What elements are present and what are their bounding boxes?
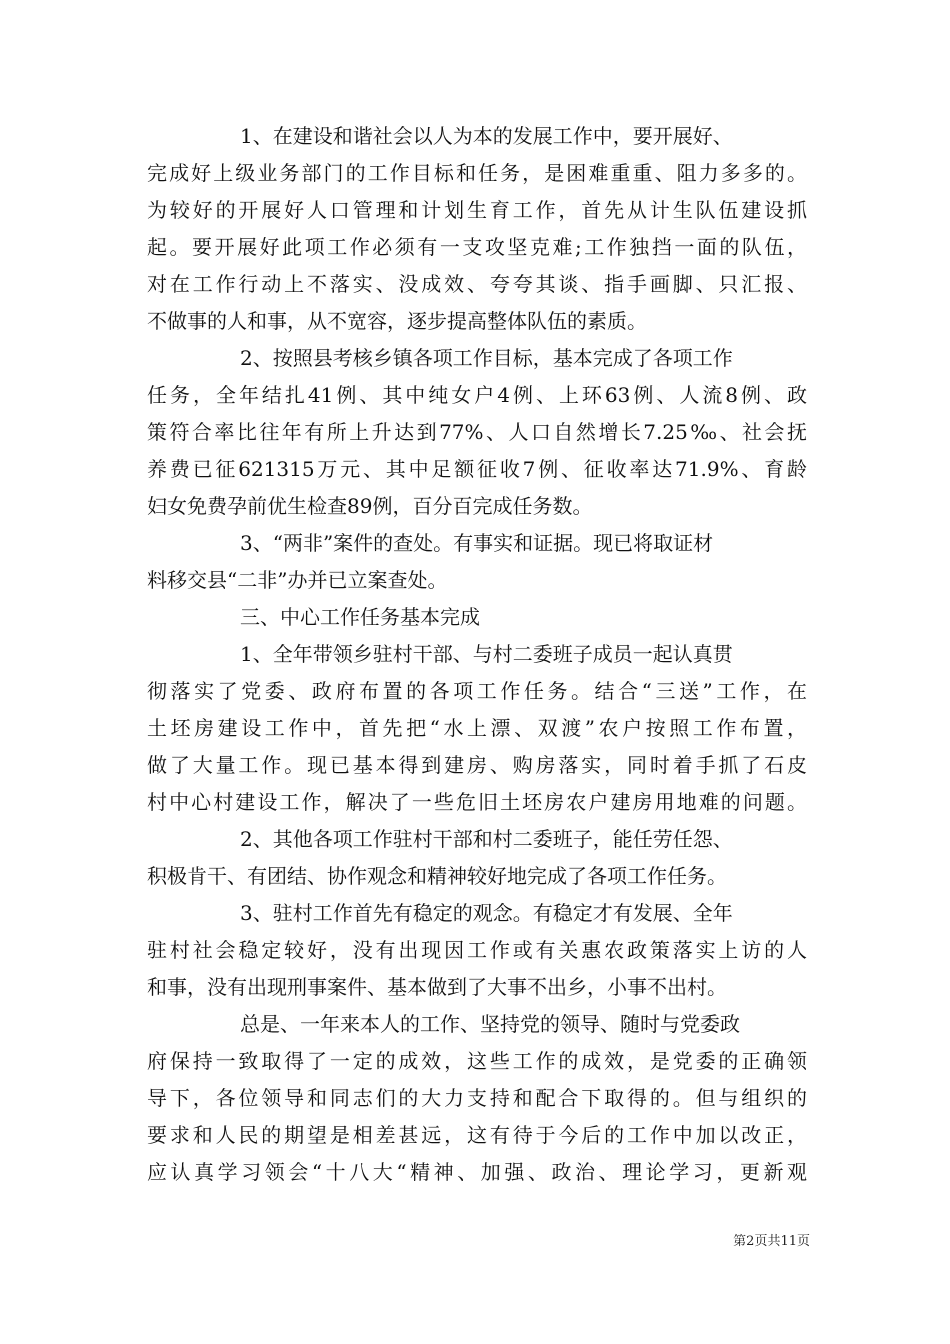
text-line: 起。要开展好此项工作必须有一支攻坚克难;工作独挡一面的队伍，: [147, 235, 807, 259]
text-line: 导下，各位领导和同志们的大力支持和配合下取得的。但与组织的: [147, 1086, 807, 1110]
text-line: 土坯房建设工作中，首先把“水上漂、双渡”农户按照工作布置，: [147, 716, 807, 740]
text-line: 要求和人民的期望是相差甚远，这有待于今后的工作中加以改正，: [147, 1123, 807, 1147]
text-line: 养费已征621315万元、其中足额征收7例、征收率达71.9%、育龄: [147, 457, 807, 481]
text-line: 不做事的人和事，从不宽容，逐步提高整体队伍的素质。: [147, 309, 647, 333]
text-line: 2、其他各项工作驻村干部和村二委班子，能任劳任怨、: [240, 827, 733, 851]
text-line: 对在工作行动上不落实、没成效、夸夸其谈、指手画脚、只汇报、: [147, 272, 807, 296]
text-line: 1、全年带领乡驻村干部、与村二委班子成员一起认真贯: [240, 642, 733, 666]
text-line: 1、在建设和谐社会以人为本的发展工作中，要开展好、: [240, 124, 733, 148]
document-body: [147, 118, 807, 1191]
section-heading: 三、中心工作任务基本完成: [240, 605, 480, 629]
text-line: 完成好上级业务部门的工作目标和任务，是困难重重、阻力多多的。: [147, 161, 807, 185]
text-line: 料移交县“二非”办并已立案查处。: [147, 568, 448, 592]
text-line: 做了大量工作。现已基本得到建房、购房落实，同时着手抓了石皮: [147, 753, 807, 777]
text-line: 府保持一致取得了一定的成效，这些工作的成效，是党委的正确领: [147, 1049, 807, 1073]
text-line: 为较好的开展好人口管理和计划生育工作，首先从计生队伍建设抓: [147, 198, 807, 222]
text-line: 2、按照县考核乡镇各项工作目标，基本完成了各项工作: [240, 346, 733, 370]
text-line: 积极肯干、有团结、协作观念和精神较好地完成了各项工作任务。: [147, 864, 727, 888]
text-line: 3、驻村工作首先有稳定的观念。有稳定才有发展、全年: [240, 901, 733, 925]
text-line: 策符合率比往年有所上升达到77%、人口自然增长7.25‰、社会抚: [147, 420, 807, 444]
text-line: 驻村社会稳定较好，没有出现因工作或有关惠农政策落实上访的人: [147, 938, 807, 962]
page-number: 第2页共11页: [733, 1234, 810, 1249]
text-line: 妇女免费孕前优生检查89例，百分百完成任务数。: [147, 494, 593, 518]
text-line: 总是、一年来本人的工作、坚持党的领导、随时与党委政: [240, 1012, 740, 1036]
text-line: 和事，没有出现刑事案件、基本做到了大事不出乡，小事不出村。: [147, 975, 727, 999]
text-line: 应认真学习领会“十八大“精神、加强、政治、理论学习，更新观: [147, 1160, 807, 1184]
text-line: 彻落实了党委、政府布置的各项工作任务。结合“三送”工作，在: [147, 679, 807, 703]
text-line: 任务，全年结扎41例、其中纯女户4例、上环63例、人流8例、政: [147, 383, 807, 407]
text-line: 3、“两非”案件的查处。有事实和证据。现已将取证材: [240, 531, 714, 555]
text-line: 村中心村建设工作，解决了一些危旧土坯房农户建房用地难的问题。: [147, 790, 807, 814]
